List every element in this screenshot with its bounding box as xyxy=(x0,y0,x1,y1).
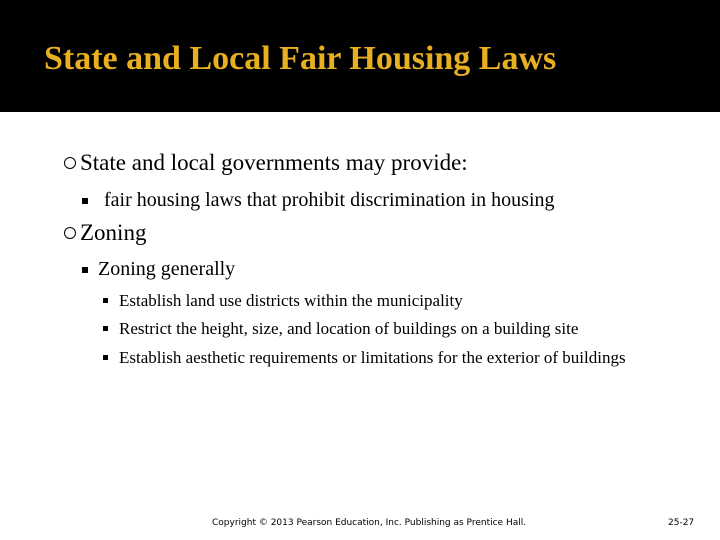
square-bullet-icon xyxy=(82,267,88,273)
slide-title: State and Local Fair Housing Laws xyxy=(44,40,557,77)
hollow-circle-bullet-icon xyxy=(64,227,76,239)
square-bullet-icon xyxy=(103,298,108,303)
footer-copyright: Copyright © 2013 Pearson Education, Inc. Publishing as Prentice Hall. xyxy=(212,518,527,528)
sub-sub-bullet-text: Establish land use districts within the municipality xyxy=(119,291,463,310)
sub-sub-bullet-text: Restrict the height, size, and location of buildings on a building site xyxy=(119,319,579,338)
sub-sub-bullet-text: Establish aesthetic requirements or limitations for the exterior of buildings xyxy=(119,348,626,367)
square-bullet-icon xyxy=(103,355,108,360)
footer-page-number: 25-27 xyxy=(668,518,695,528)
title-bar xyxy=(0,0,720,112)
hollow-circle-bullet-icon xyxy=(64,157,76,169)
bullet-text: State and local governments may provide: xyxy=(80,150,468,175)
sub-bullet-text: Zoning generally xyxy=(98,258,236,280)
bullet-text: Zoning xyxy=(80,220,147,245)
sub-bullet-text: fair housing laws that prohibit discrimination in housing xyxy=(104,189,555,211)
square-bullet-icon xyxy=(82,198,88,204)
square-bullet-icon xyxy=(103,326,108,331)
